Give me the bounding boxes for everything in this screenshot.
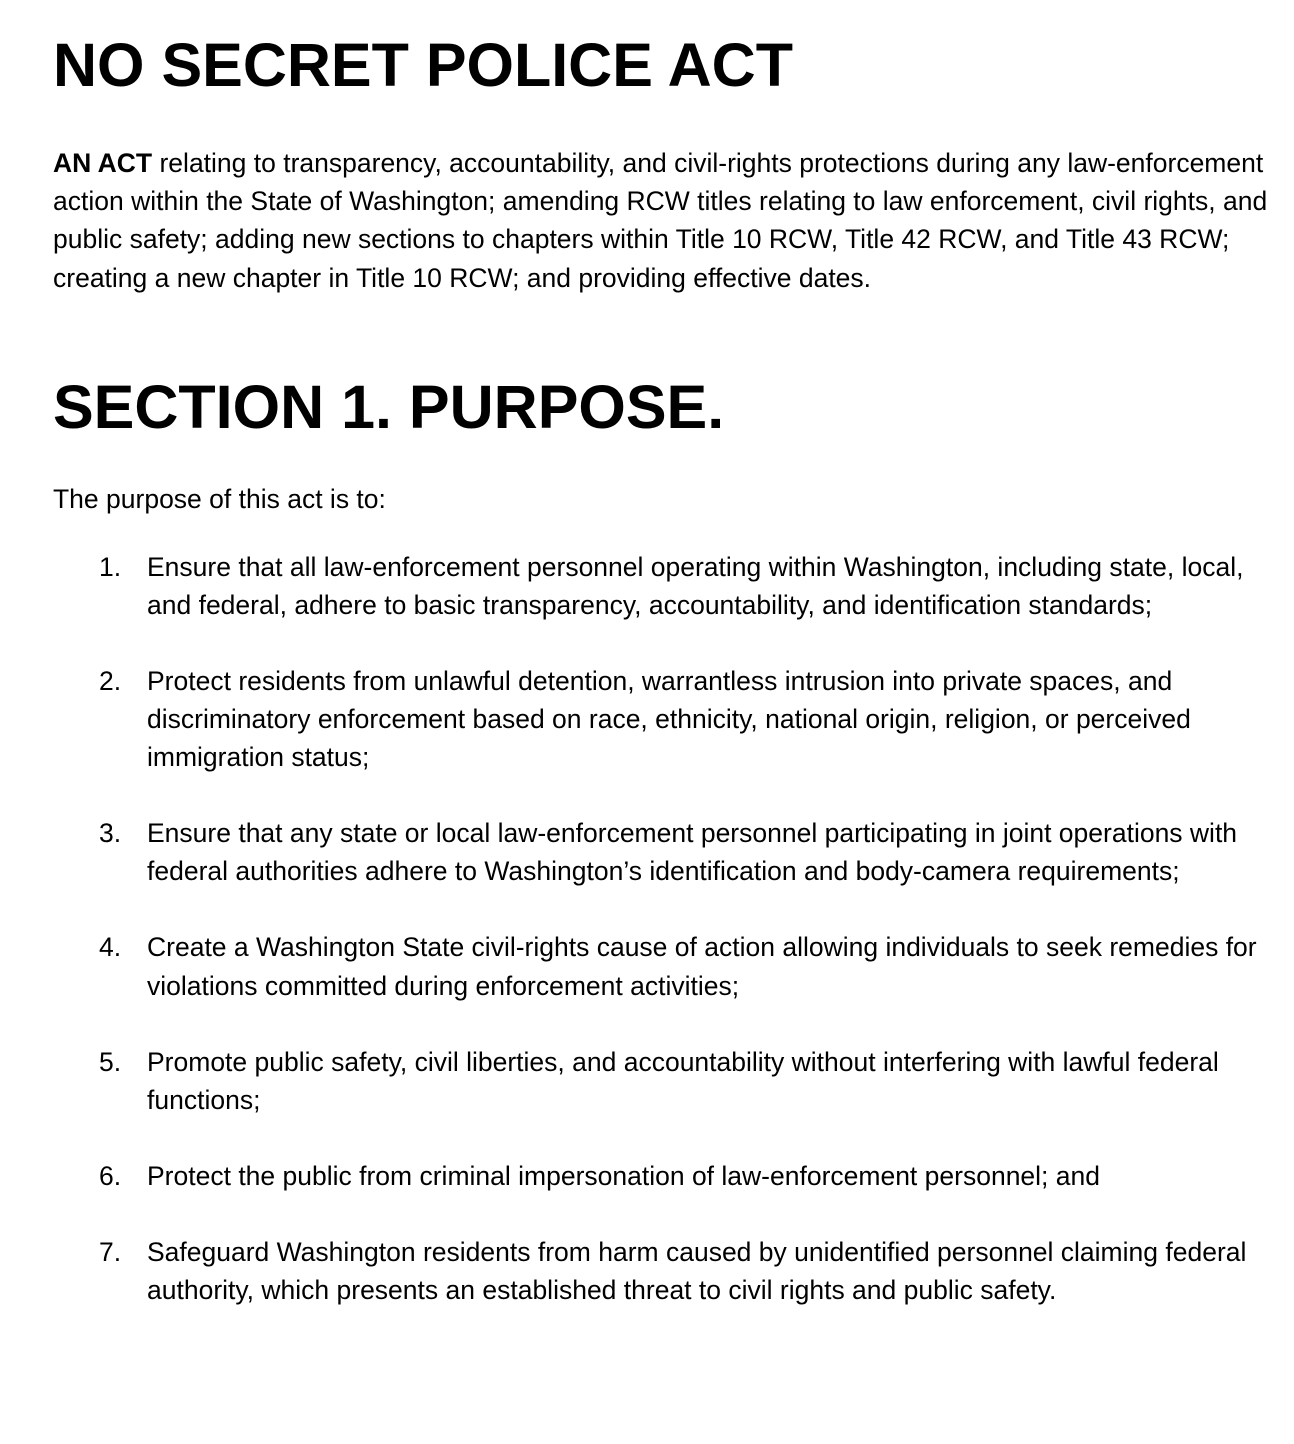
section-1-intro: The purpose of this act is to:: [53, 483, 386, 514]
list-item-text: Ensure that all law-enforcement personnel operating within Washington, including state, local, and federal, adhere to basic transparency, accountability, and identification standards;: [147, 551, 1244, 620]
section-1-heading: SECTION 1. PURPOSE.: [53, 372, 725, 441]
list-item-text: Protect residents from unlawful detention, warrantless intrusion into private spaces, and discriminatory enforcement based on race, ethnicity, national origin, religion, or perceived immigration status;: [147, 666, 1191, 773]
purpose-list: [53, 548, 1270, 1309]
list-item-number: 3.: [99, 818, 122, 849]
list-item-text: Safeguard Washington residents from harm caused by unidentified personnel claiming federal authority, which presents an established threat to civil rights and public safety.: [147, 1236, 1247, 1306]
act-intro-paragraph: [53, 144, 1270, 297]
document-title: NO SECRET POLICE ACT: [53, 31, 793, 99]
purpose-list-item: [53, 928, 1270, 1004]
list-item-number: 6.: [99, 1160, 122, 1191]
purpose-list-item: [53, 1233, 1270, 1309]
purpose-list-item: [53, 548, 1270, 624]
purpose-list-item: [53, 1043, 1270, 1119]
list-item-number: 1.: [99, 551, 122, 582]
list-item-text: Create a Washington State civil-rights cause of action allowing individuals to seek remedies for violations committed during enforcement activities;: [147, 932, 1257, 1001]
list-item-number: 2.: [99, 666, 122, 696]
list-item-number: 5.: [99, 1046, 122, 1077]
act-intro-lead: AN ACT: [53, 148, 153, 178]
list-item-number: 4.: [99, 932, 122, 963]
list-item-text: Ensure that any state or local law-enforcement personnel participating in joint operations with federal authorities adhere to Washington’s identification and body-camera requirements;: [147, 818, 1238, 887]
list-item-number: 7.: [99, 1236, 122, 1267]
act-intro-text: relating to transparency, accountability, and civil-rights protections during any law-enforcement action within the State of Washington; amending RCW titles relating to law enforcement, civil rights, and public safety; adding new sections to chapters within Title 10 RCW, Title 42 RCW, and Title 43 RCW; creating a new chapter in Title 10 RCW; and providing effective dates.: [53, 148, 1268, 293]
purpose-list-item: [53, 662, 1270, 776]
purpose-list-item: [53, 1157, 1270, 1195]
list-item-text: Protect the public from criminal impersonation of law-enforcement personnel; and: [147, 1160, 1100, 1191]
purpose-list-item: [53, 814, 1270, 890]
list-item-text: Promote public safety, civil liberties, and accountability without interfering with lawful federal functions;: [147, 1046, 1219, 1115]
